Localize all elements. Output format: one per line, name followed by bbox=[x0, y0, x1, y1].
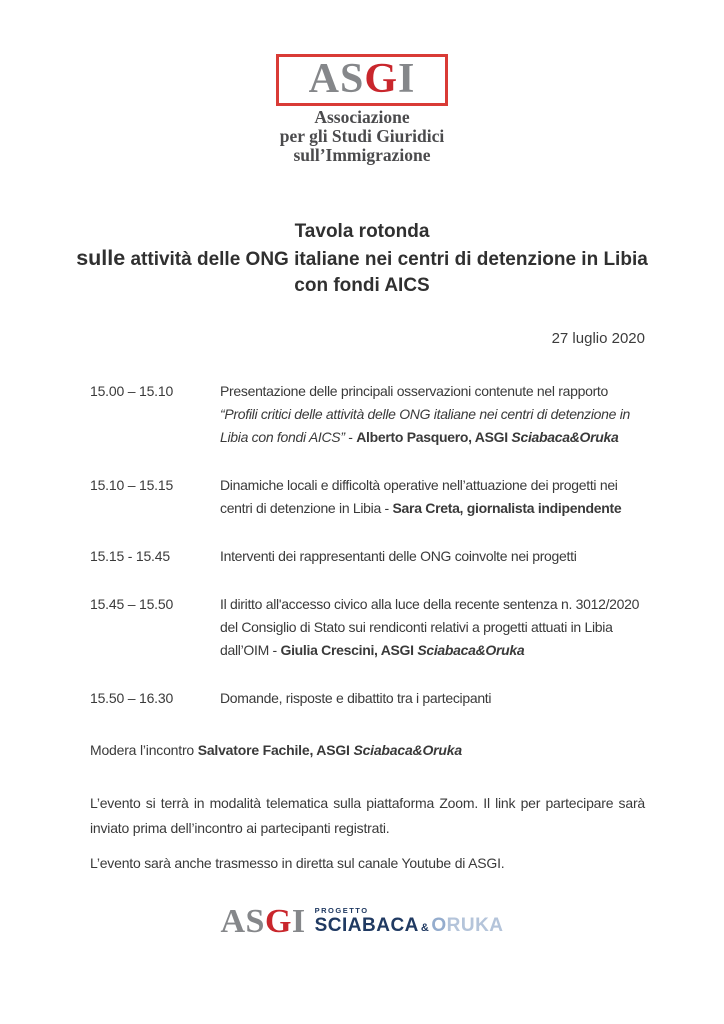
asgi-logo-subtitle bbox=[280, 108, 445, 165]
footer-logo bbox=[0, 903, 724, 940]
text-segment: Il diritto all'accesso civico alla luce della recente sentenza n. 3012/2020 del Consiglio di Stato sui rendiconti relativi a progetti attuati in Libia dall’OIM - bbox=[220, 596, 640, 658]
text-segment: Sciabaca&Oruka bbox=[511, 429, 619, 445]
progetto-label: PROGETTO bbox=[314, 906, 369, 915]
event-date: 27 luglio 2020 bbox=[551, 330, 645, 347]
agenda-description bbox=[220, 545, 645, 568]
agenda-description bbox=[220, 380, 645, 449]
agenda-row bbox=[90, 687, 645, 710]
agenda-row bbox=[90, 545, 645, 568]
text-segment: Sciabaca&Oruka bbox=[417, 642, 525, 658]
asgi-logo-box bbox=[276, 54, 449, 106]
asgi-subtitle-line3: sull’Immigrazione bbox=[293, 145, 431, 165]
asgi-subtitle-line2: per gli Studi Giuridici bbox=[279, 126, 445, 146]
document-content bbox=[90, 327, 645, 876]
event-title-line2-rest: attività delle ONG italiane nei centri di detenzione in Libia bbox=[125, 249, 648, 270]
agenda-row bbox=[90, 474, 645, 520]
oruka-rest-text: RUKA bbox=[446, 915, 504, 936]
event-title-line2 bbox=[0, 245, 724, 273]
agenda-time: 15.45 – 15.50 bbox=[90, 596, 174, 612]
footer-asgi-letter-i: I bbox=[291, 903, 306, 940]
event-title-line2-lead: sulle bbox=[76, 246, 126, 270]
progetto-sciabaca-oruka-logo bbox=[315, 906, 504, 938]
text-segment: Interventi dei rappresentanti delle ONG coinvolte nei progetti bbox=[220, 548, 577, 564]
asgi-wordmark-icon bbox=[309, 57, 416, 101]
note-youtube: L’evento sarà anche trasmesso in diretta sul canale Youtube di ASGI. bbox=[90, 855, 505, 871]
event-title-line1: Tavola rotonda bbox=[294, 221, 430, 242]
text-segment: Sciabaca&Oruka bbox=[353, 742, 462, 758]
agenda-time: 15.50 – 16.30 bbox=[90, 690, 174, 706]
project-name bbox=[315, 916, 504, 938]
moderator-line bbox=[90, 739, 645, 762]
agenda-row bbox=[90, 380, 645, 449]
agenda-description bbox=[220, 593, 645, 662]
agenda bbox=[90, 380, 645, 710]
ampersand-text: & bbox=[420, 922, 430, 934]
agenda-time: 15.10 – 15.15 bbox=[90, 477, 174, 493]
agenda-row bbox=[90, 593, 645, 662]
asgi-letter-i: I bbox=[398, 56, 416, 102]
sciabaca-text: SCIABACA bbox=[314, 915, 419, 936]
text-segment: Sara Creta, giornalista indipendente bbox=[392, 500, 622, 516]
footer-asgi-letters-as: AS bbox=[220, 903, 265, 940]
footer-asgi-letter-g: G bbox=[264, 903, 292, 940]
text-segment: - bbox=[344, 429, 357, 445]
agenda-time: 15.00 – 15.10 bbox=[90, 383, 174, 399]
note-zoom-platform: L’evento si terrà in modalità telematica sulla piattaforma Zoom. Il link per partecipare sarà inviato prima dell’incontro ai partecipanti registrati. bbox=[90, 795, 645, 836]
event-title-line3: con fondi AICS bbox=[294, 275, 430, 296]
text-segment: Dinamiche locali e difficoltà operative nell’attuazione dei progetti nei centri di detenzione in Libia - bbox=[220, 477, 618, 516]
text-segment: Giulia Crescini, ASGI bbox=[280, 642, 418, 658]
asgi-letter-g: G bbox=[364, 56, 398, 102]
asgi-letters-as: AS bbox=[308, 56, 365, 102]
text-segment: Modera l’incontro bbox=[90, 742, 198, 758]
text-segment: Alberto Pasquero, ASGI bbox=[356, 429, 512, 445]
agenda-description bbox=[220, 687, 645, 710]
asgi-logo bbox=[0, 54, 724, 165]
text-segment: “Profili critici delle attività delle ONG italiane nei centri di detenzione in Libia con fondi AICS” bbox=[220, 406, 631, 445]
agenda-time: 15.15 - 15.45 bbox=[90, 548, 170, 564]
text-segment: Presentazione delle principali osservazioni contenute nel rapporto bbox=[220, 383, 609, 399]
oruka-o-text: O bbox=[431, 915, 447, 936]
text-segment: Salvatore Fachile, ASGI bbox=[197, 742, 354, 758]
agenda-description bbox=[220, 474, 645, 520]
event-title bbox=[0, 219, 724, 299]
text-segment: Domande, risposte e dibattito tra i partecipanti bbox=[220, 690, 492, 706]
footer-asgi-wordmark-icon bbox=[220, 903, 306, 940]
asgi-subtitle-line1: Associazione bbox=[314, 107, 410, 127]
